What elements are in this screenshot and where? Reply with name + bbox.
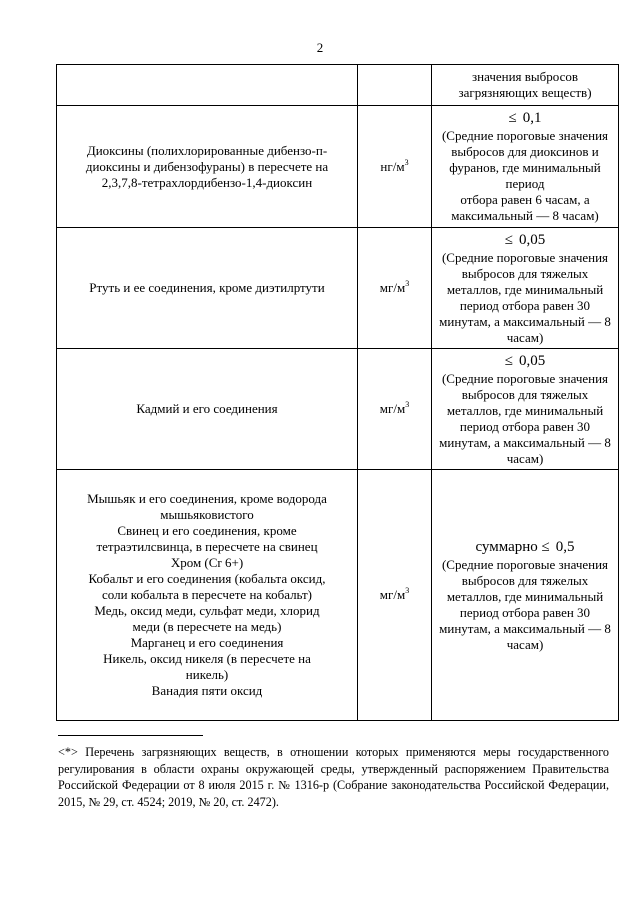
table-row xyxy=(57,106,619,228)
substance-line: Ванадия пяти оксид xyxy=(151,683,263,698)
unit-label: мг/м xyxy=(379,401,406,416)
note-line: период отбора равен 30 xyxy=(459,604,591,620)
limit-note xyxy=(436,128,614,224)
unit-exponent: 3 xyxy=(405,279,410,288)
unit-exponent: 3 xyxy=(404,157,409,167)
less-equal-sign: ≤ xyxy=(508,110,517,126)
note-line: выбросов для тяжелых xyxy=(461,572,589,588)
limit-number: 0,1 xyxy=(522,110,542,126)
note-line: минутам, а максимальный — 8 xyxy=(439,434,611,450)
limit-value xyxy=(436,538,614,557)
substance-line: Диоксины (полихлорированные дибензо-п- xyxy=(86,142,328,158)
limit-value xyxy=(436,109,614,128)
limit-value xyxy=(436,352,614,371)
note-line: часам) xyxy=(506,450,544,466)
unit-exponent: 3 xyxy=(405,586,410,595)
limit-cell xyxy=(432,106,619,228)
substance-line: Мышьяк и его соединения, кроме водорода xyxy=(87,491,327,506)
note-line: (Средние пороговые значения xyxy=(441,556,609,572)
footnote: <*> Перечень загрязняющих веществ, в отношении которых применяются меры государственного регулирования в области охраны окружающей среды, утвержденный распоряжением Правительства Российской Федерации от 8 июля 2015 г. № 1316-р (Собрание законодательства Российской Федерации, 2015, № 29, ст. 4524; 2019, № 20, ст. 2472). xyxy=(58,745,609,809)
table-row xyxy=(57,228,619,349)
note-line: период отбора равен 30 xyxy=(459,297,591,313)
limit-number: 0,05 xyxy=(518,231,546,248)
less-equal-sign: ≤ xyxy=(541,538,550,555)
note-line: металлов, где минимальный xyxy=(446,281,604,297)
limit-note xyxy=(436,250,614,346)
note-line: значения выбросов xyxy=(471,69,578,84)
substance-line: мышьяковистого xyxy=(160,507,254,522)
limit-cell xyxy=(432,65,619,106)
note-line: часам) xyxy=(506,329,544,345)
note-line: выбросов для тяжелых xyxy=(461,386,589,402)
note-line: период отбора равен 30 xyxy=(459,418,591,434)
limit-note xyxy=(436,557,614,653)
substance-line: Никель, оксид никеля (в пересчете на xyxy=(103,651,311,666)
limit-number: 0,05 xyxy=(518,352,546,369)
note-line: отбора равен 6 часам, а xyxy=(460,192,590,207)
note-line: выбросов для тяжелых xyxy=(461,265,589,281)
note-line: выбросов для диоксинов и xyxy=(451,144,599,159)
substance-line: тетраэтилсвинца, в пересчете на свинец xyxy=(96,539,318,554)
continuation-note xyxy=(436,69,614,101)
substance-line: Медь, оксид меди, сульфат меди, хлорид xyxy=(94,603,320,618)
substance-line: Кадмий и его соединения xyxy=(136,401,278,416)
limit-note xyxy=(436,371,614,467)
substance-cell xyxy=(57,470,358,721)
note-line: максимальный — 8 часам) xyxy=(451,208,599,223)
note-line: часам) xyxy=(506,636,544,652)
table-row xyxy=(57,349,619,470)
substance-line: Кобальт и его соединения (кобальта оксид, xyxy=(88,571,326,586)
substance-line: Ртуть и ее соединения, кроме диэтилртути xyxy=(89,280,325,295)
note-line: загрязняющих веществ) xyxy=(458,85,592,100)
substance-line: 2,3,7,8-тетрахлордибензо-1,4-диоксин xyxy=(101,174,313,190)
unit-cell xyxy=(358,470,432,721)
unit-cell xyxy=(358,65,432,106)
substance-cell xyxy=(57,349,358,470)
limit-prefix: суммарно xyxy=(475,538,538,555)
unit-cell xyxy=(358,349,432,470)
note-line: фуранов, где минимальный xyxy=(449,160,601,175)
limit-cell xyxy=(432,228,619,349)
note-line: металлов, где минимальный xyxy=(446,588,604,604)
substance-line: соли кобальта в пересчете на кобальт) xyxy=(101,587,313,602)
less-equal-sign: ≤ xyxy=(504,352,513,369)
note-line: металлов, где минимальный xyxy=(446,402,604,418)
footnote-separator xyxy=(58,735,203,736)
substance-line: Марганец и его соединения xyxy=(130,635,284,650)
limit-value xyxy=(436,231,614,250)
substance-line: никель) xyxy=(185,667,229,682)
substance-cell xyxy=(57,228,358,349)
note-line: период xyxy=(505,176,545,191)
substance-line: Хром (Cr 6+) xyxy=(170,555,244,570)
unit-cell xyxy=(358,228,432,349)
note-line: (Средние пороговые значения xyxy=(441,128,609,143)
unit-exponent: 3 xyxy=(405,400,410,409)
substance-line: диоксины и дибензофураны) в пересчете на xyxy=(85,158,329,174)
page-number: 2 xyxy=(316,40,324,55)
note-line: минутам, а максимальный — 8 xyxy=(439,313,611,329)
limit-cell xyxy=(432,470,619,721)
unit-cell xyxy=(358,106,432,228)
substance-cell xyxy=(57,106,358,228)
note-line: (Средние пороговые значения xyxy=(441,249,609,265)
unit-label: мг/м xyxy=(379,280,406,295)
less-equal-sign: ≤ xyxy=(504,231,513,248)
table-row xyxy=(57,470,619,721)
table-row-continuation xyxy=(57,65,619,106)
unit-label: нг/м xyxy=(380,158,405,174)
limit-cell xyxy=(432,349,619,470)
note-line: (Средние пороговые значения xyxy=(441,370,609,386)
substance-cell xyxy=(57,65,358,106)
limit-number: 0,5 xyxy=(555,538,575,555)
note-line: минутам, а максимальный — 8 xyxy=(439,620,611,636)
substance-line: Свинец и его соединения, кроме xyxy=(117,523,297,538)
substance-line: меди (в пересчете на медь) xyxy=(132,619,282,634)
unit-label: мг/м xyxy=(379,587,406,602)
emission-limits-table xyxy=(56,64,619,721)
